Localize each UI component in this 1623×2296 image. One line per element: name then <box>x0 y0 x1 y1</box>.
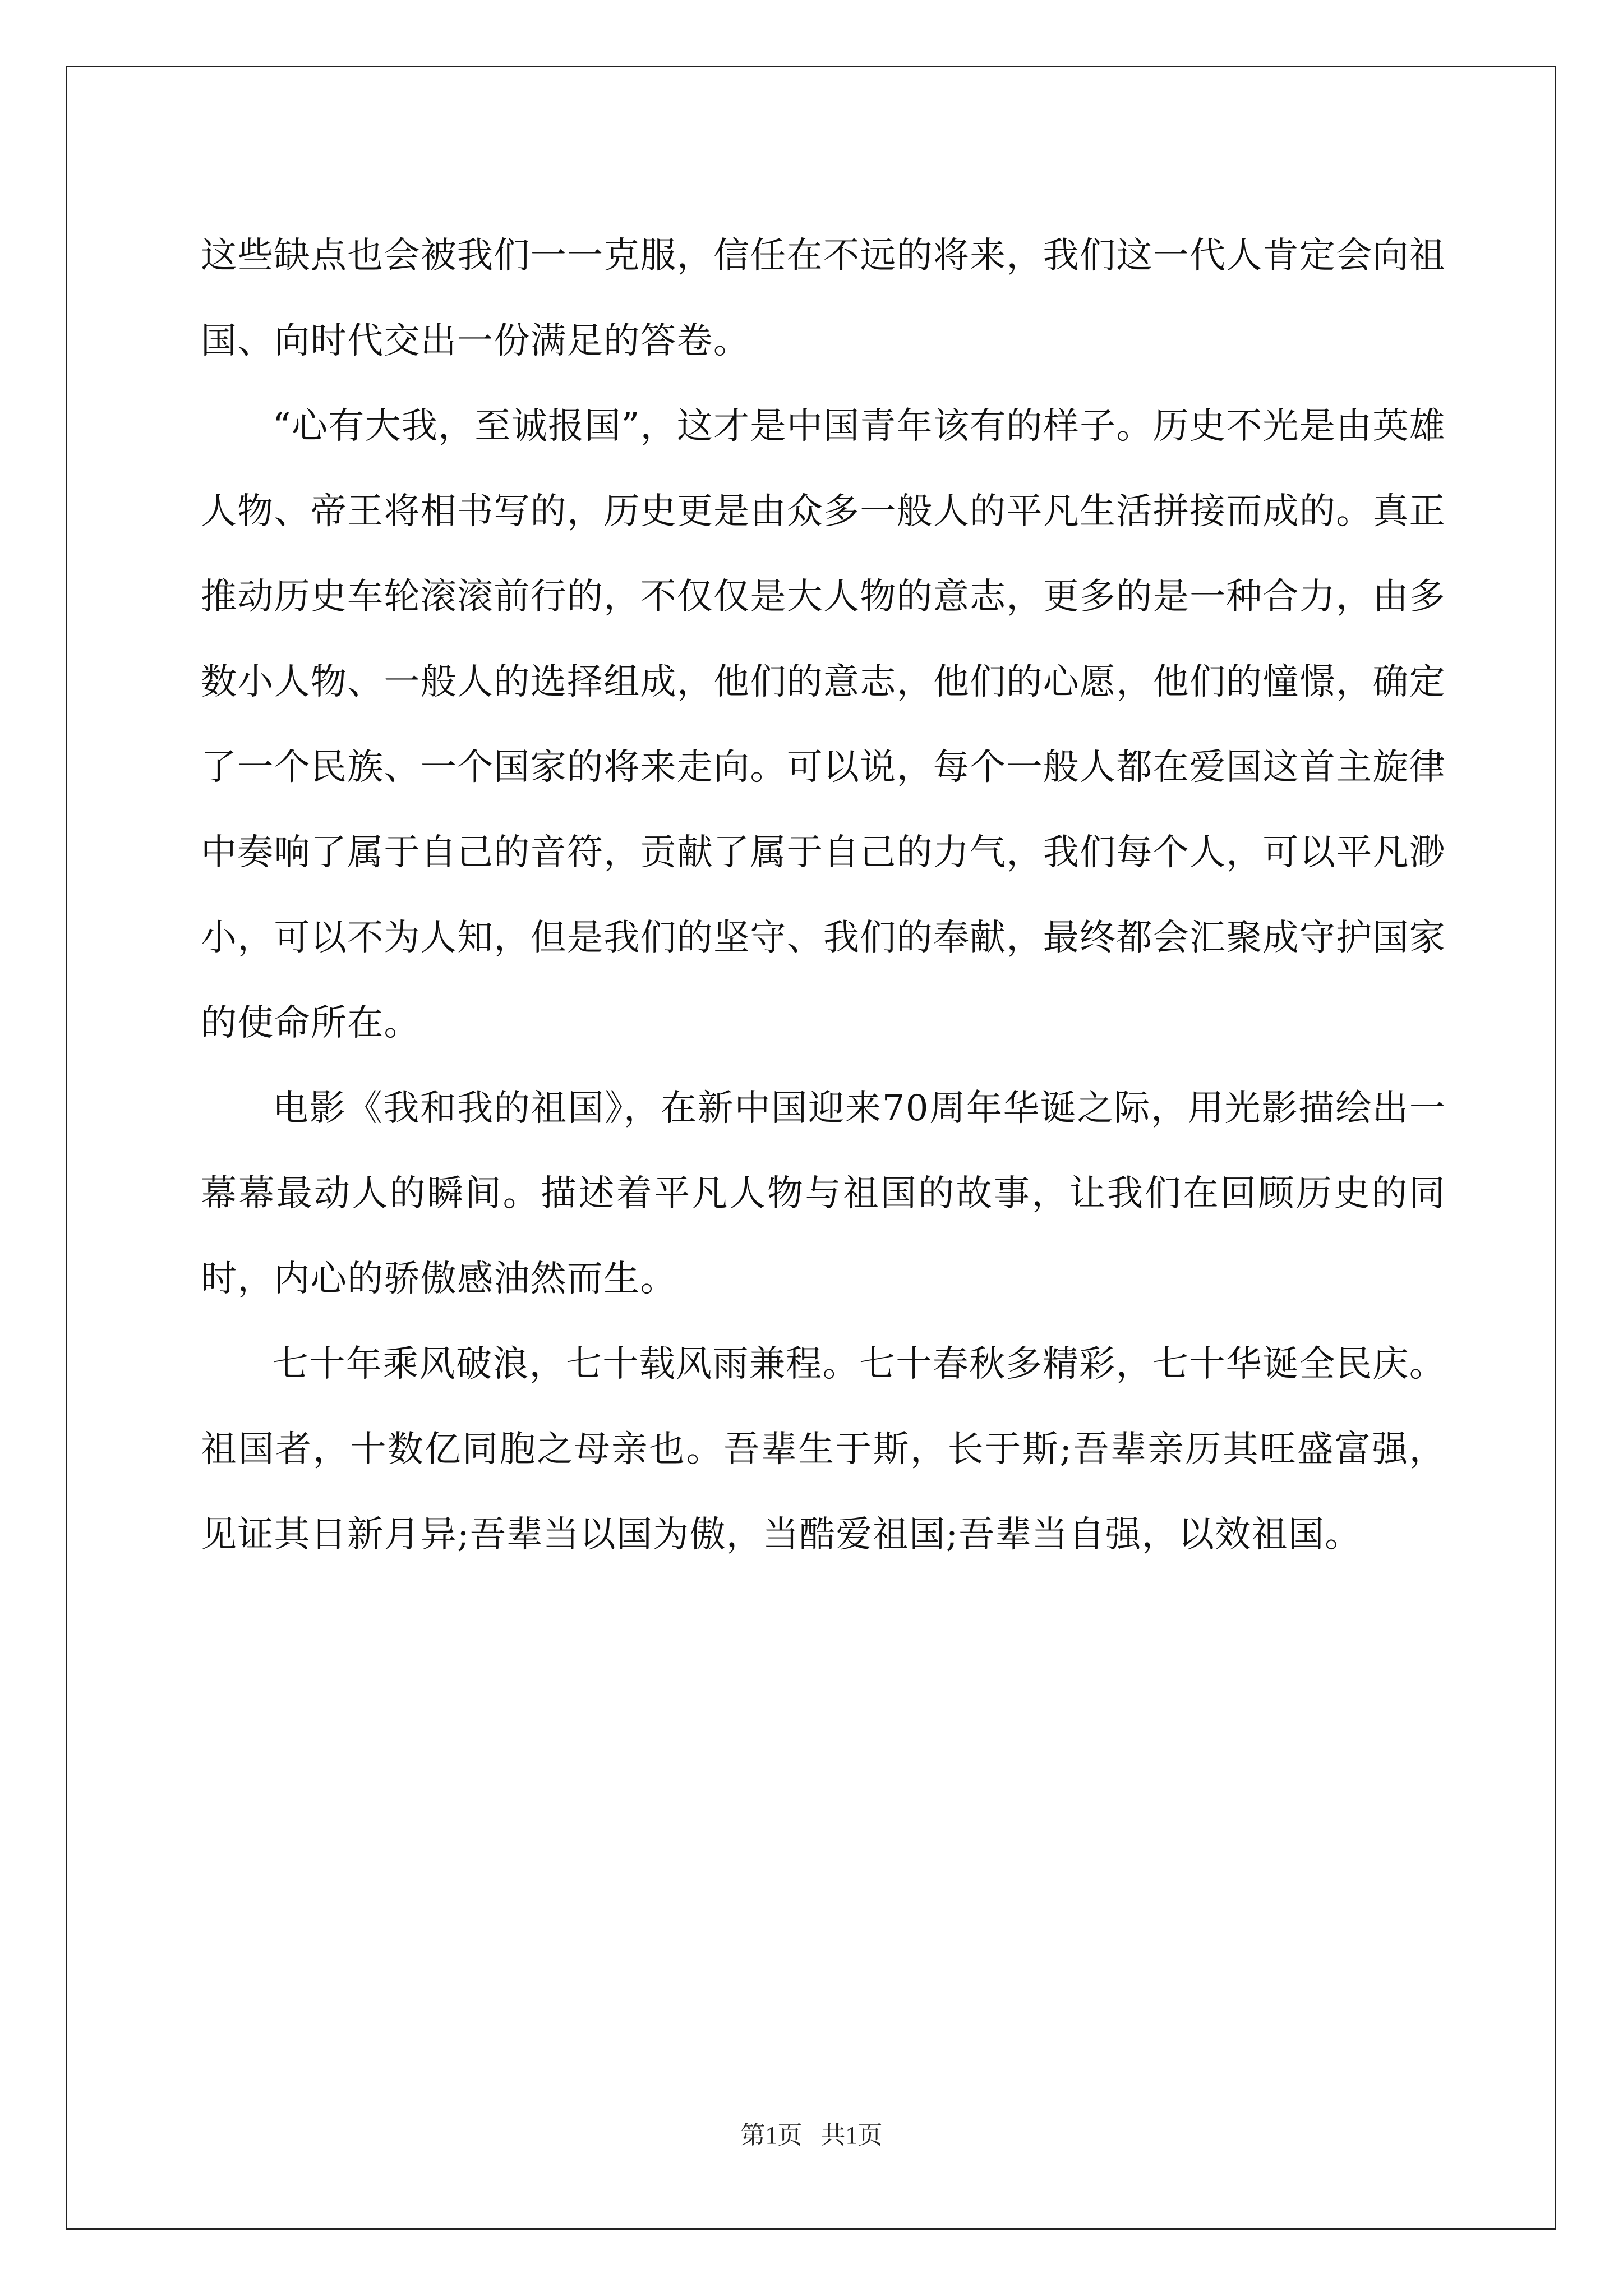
page-number-label: 第1页 <box>740 2122 803 2149</box>
document-body <box>201 213 1446 1577</box>
paragraph-2: “心有大我，至诚报国”，这才是中国青年该有的样子。历史不光是由英雄人物、帝王将相书写的，历史更是由众多一般人的平凡生活拼接而成的。真正推动历史车轮滚滚前行的，不仅仅是大人物的意志，更多的是一种合力，由多数小人物、一般人的选择组成，他们的意志，他们的心愿，他们的憧憬，确定了一个民族、一个国家的将来走向。可以说，每个一般人都在爱国这首主旋律中奏响了属于自己的音符，贡献了属于自己的力气，我们每个人，可以平凡渺小，可以不为人知，但是我们的坚守、我们的奉献，最终都会汇聚成守护国家的使命所在。 <box>201 406 1446 1044</box>
paragraph-1: 这些缺点也会被我们一一克服，信任在不远的将来，我们这一代人肯定会向祖国、向时代交出一份满足的答卷。 <box>201 235 1446 362</box>
footer-spacer <box>803 2122 821 2149</box>
page-footer <box>0 2115 1623 2151</box>
paragraph-4: 七十年乘风破浪，七十载风雨兼程。七十春秋多精彩，七十华诞全民庆。祖国者，十数亿同胞之母亲也。吾辈生于斯，长于斯;吾辈亲历其旺盛富强，见证其日新月异;吾辈当以国为傲，当酷爱祖国;吾辈当自强，以效祖国。 <box>201 1343 1446 1556</box>
paragraph-3: 电影《我和我的祖国》，在新中国迎来70周年华诞之际，用光影描绘出一幕幕最动人的瞬间。描述着平凡人物与祖国的故事，让我们在回顾历史的同时，内心的骄傲感油然而生。 <box>201 1088 1446 1300</box>
page-total-label: 共1页 <box>820 2122 883 2149</box>
